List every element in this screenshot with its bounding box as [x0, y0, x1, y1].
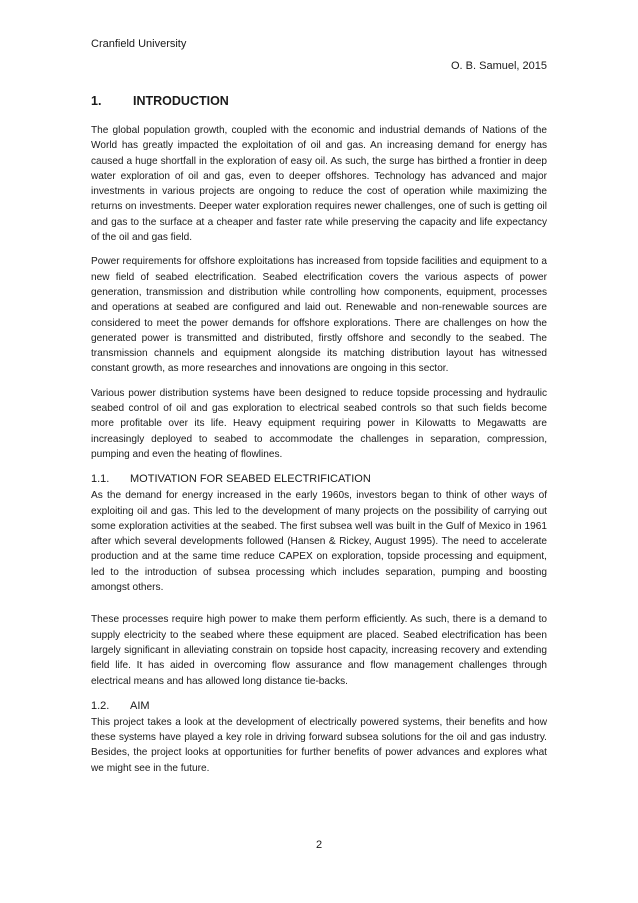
- paragraph: This project takes a look at the development of electrically powered systems, their benefits and how these systems have played a key role in driving forward subsea solutions for the oil and gas industry. Besides, the project looks at opportunities for further benefits of power advances and explores what we might see in the future.: [91, 716, 547, 774]
- subsection-number: 1.1.: [91, 473, 110, 486]
- section-heading-introduction: [91, 93, 547, 109]
- page-number: 2: [315, 839, 323, 851]
- subsection-title: AIM: [130, 699, 150, 712]
- paragraph: These processes require high power to make them perform efficiently. As such, there is a demand to supply electricity to the seabed where these equipment are placed. Seabed electrification has been largely significant in alleviating constrain on topside host capacity, increasing recovery and extending field life. It has aided in overcoming flow assurance and flow management challenges through electrical means and has allowed long distance tie-backs.: [91, 614, 547, 687]
- header-author-year: O. B. Samuel, 2015: [451, 60, 547, 72]
- section-title: INTRODUCTION: [133, 94, 229, 108]
- document-body: [91, 93, 547, 785]
- paragraph: As the demand for energy increased in the early 1960s, investors began to think of other ways of exploiting oil and gas. This led to the development of many projects on the possibility of carrying out some exploration activities at the seabed. The first subsea well was built in the Gulf of Mexico in 1961 after which several developments followed (Hansen & Rickey, August 1995). The need to accelerate production and at the same time reduce CAPEX on exploration, topside processing and equipment, led to the introduction of subsea processing which includes separation, pumping and boosting amongst others.: [91, 490, 547, 594]
- subsection-heading-aim: [91, 698, 547, 714]
- header-institution: Cranfield University: [91, 38, 187, 50]
- subsection-heading-motivation: [91, 471, 547, 487]
- section-number: 1.: [91, 94, 102, 108]
- subsection-title: MOTIVATION FOR SEABED ELECTRIFICATION: [130, 473, 371, 486]
- subsection-number: 1.2.: [91, 699, 110, 712]
- paragraph: The global population growth, coupled with the economic and industrial demands of Nations of the World has greatly impacted the exploitation of oil and gas. An increasing demand for energy has caused a huge shortfall in the exploration of easy oil. As such, the surge has birthed a frontier in deep water exploration of oil and gas, even to deeper offshores. Technology has advanced and major investments in various projects are ongoing to reduce the cost of operation while maximizing the returns on investments. Deeper water exploration requires newer challenges, one of such is getting oil and gas to the surface at a cheaper and faster rate while preserving the capacity and life expectancy of the oil and gas field.: [91, 125, 547, 244]
- paragraph: Various power distribution systems have been designed to reduce topside processing and hydraulic seabed control of oil and gas exploration to electrical seabed controls so that such fields become more profitable over its life. Heavy equipment requiring power in Kilowatts to Megawatts are increasingly deployed to seabed to accommodate the challenges in separation, compression, pumping and even the heating of flowlines.: [91, 387, 547, 460]
- paragraph: Power requirements for offshore exploitations has increased from topside facilities and equipment to a new field of seabed electrification. Seabed electrification covers the various aspects of power generation, transmission and distribution while controlling how components, equipment, processes and operations at seabed are configured and laid out. Renewable and non-renewable sources are considered to meet the power demands for offshore explorations. There are challenges on how the generated power is transmitted and distributed, firstly offshore and secondly to the seabed. The transmission channels and equipment alongside its matching distribution layout has witnessed constant growth, as more researches and innovations are ongoing in this sector.: [91, 256, 547, 375]
